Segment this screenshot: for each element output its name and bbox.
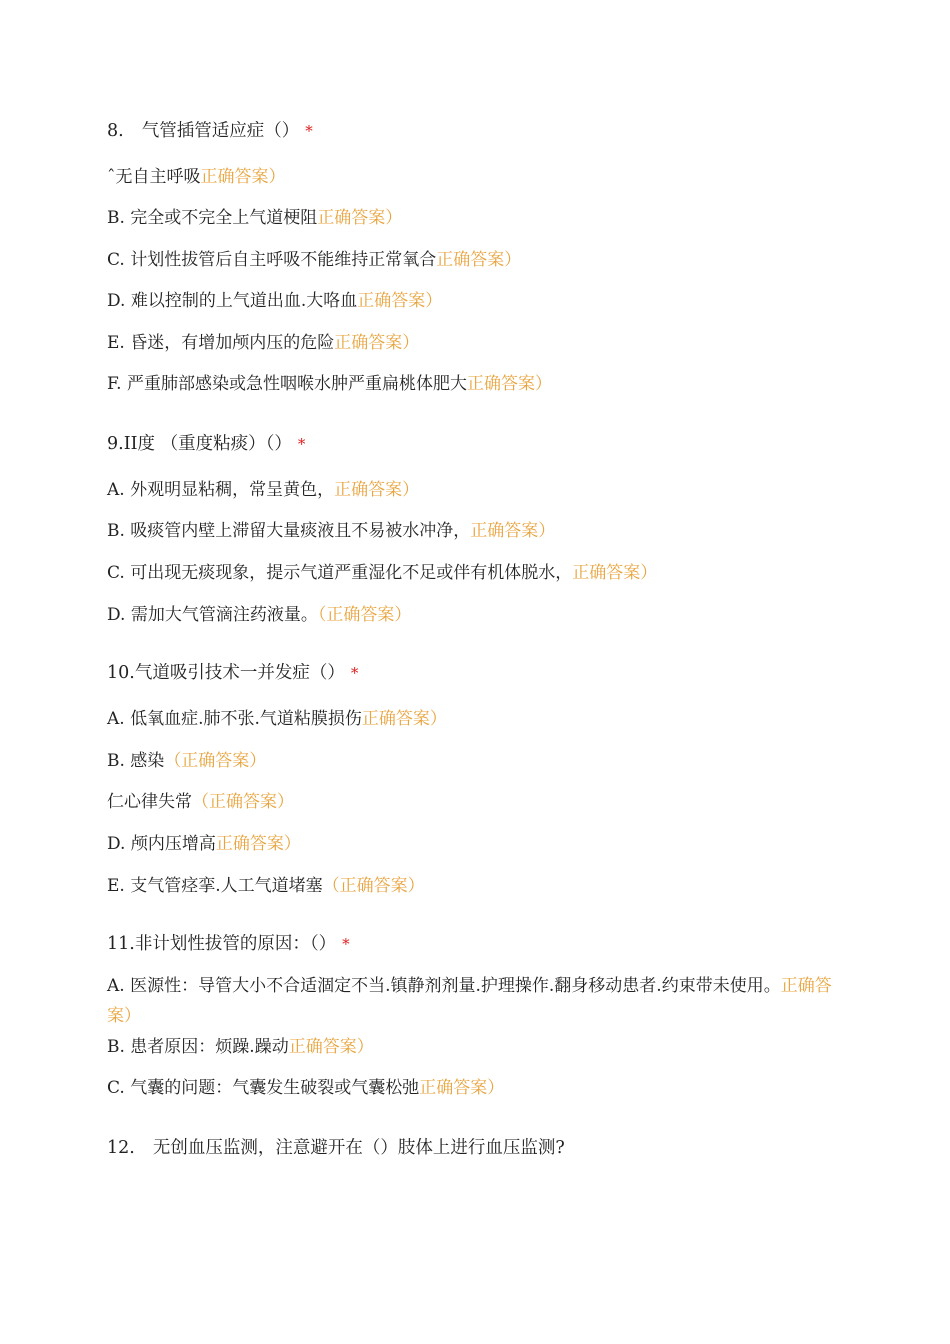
correct-answer-label: （正确答案） bbox=[322, 876, 425, 896]
question-number: 12. bbox=[107, 1138, 135, 1158]
option-8-f[interactable] bbox=[107, 374, 850, 394]
option-8-a[interactable] bbox=[107, 167, 850, 187]
option-10-b[interactable] bbox=[107, 751, 850, 771]
question-number: 9. bbox=[107, 434, 124, 454]
option-8-b[interactable] bbox=[107, 208, 850, 228]
question-10 bbox=[107, 663, 850, 683]
correct-answer-label: （正确答案） bbox=[192, 792, 294, 812]
correct-answer-label: 正确答案） bbox=[334, 480, 420, 500]
required-mark: * bbox=[342, 935, 350, 953]
correct-answer-label: 正确答案） bbox=[357, 291, 443, 311]
question-text: 无创血压监测，注意避开在（）肢体上进行血压监测? bbox=[152, 1138, 565, 1158]
correct-answer-label: （正确答案） bbox=[164, 751, 267, 771]
correct-answer-label: 正确答案） bbox=[334, 333, 420, 353]
question-9 bbox=[107, 434, 850, 454]
required-mark: * bbox=[305, 122, 313, 140]
correct-answer-label: 正确答案） bbox=[288, 1037, 374, 1057]
option-text: E. 支气管痉挛.人工气道堵塞 bbox=[107, 876, 323, 896]
option-text: C. 计划性拔管后自主呼吸不能维持正常氧合 bbox=[107, 250, 437, 270]
option-text: D. 颅内压增高 bbox=[107, 834, 216, 854]
option-text: A. 外观明显粘稠，常呈黄色， bbox=[107, 480, 335, 500]
option-text: B. 吸痰管内壁上滞留大量痰液且不易被水冲净， bbox=[107, 521, 471, 541]
option-9-c[interactable] bbox=[107, 563, 850, 583]
option-11-a[interactable] bbox=[107, 971, 832, 1031]
correct-answer-label: 正确答案） bbox=[572, 563, 658, 583]
question-number: 8. bbox=[107, 121, 124, 141]
question-text: II度 （重度粘痰）（） bbox=[123, 434, 292, 454]
correct-answer-label: 正确答案） bbox=[107, 976, 832, 1026]
option-text: D. 难以控制的上气道出血.大咯血 bbox=[107, 291, 358, 311]
correct-answer-label: 正确答案） bbox=[200, 167, 286, 187]
option-8-d[interactable] bbox=[107, 291, 850, 311]
option-9-a[interactable] bbox=[107, 480, 850, 500]
option-text: C. 气囊的问题：气囊发生破裂或气囊松弛 bbox=[107, 1078, 420, 1098]
question-text: 气管插管适应症（） bbox=[141, 121, 300, 141]
option-text: 仁心律失常 bbox=[107, 792, 192, 812]
option-9-b[interactable] bbox=[107, 521, 850, 541]
option-8-c[interactable] bbox=[107, 250, 850, 270]
correct-answer-label: 正确答案） bbox=[470, 521, 556, 541]
question-text: 气道吸引技术一并发症（） bbox=[134, 663, 345, 683]
correct-answer-label: 正确答案） bbox=[361, 709, 447, 729]
option-text: F. 严重肺部感染或急性咽喉水肿严重扁桃体肥大 bbox=[107, 374, 467, 394]
option-10-e[interactable] bbox=[107, 876, 850, 896]
correct-answer-label: （正确答案） bbox=[317, 605, 412, 625]
option-10-d[interactable] bbox=[107, 834, 850, 854]
question-number: 10. bbox=[107, 663, 135, 683]
option-11-b[interactable] bbox=[107, 1037, 850, 1057]
option-text: C. 可出现无痰现象，提示气道严重湿化不足或伴有机体脱水， bbox=[107, 563, 573, 583]
option-text: ˆ无自主呼吸 bbox=[107, 167, 201, 187]
option-text: A. 医源性：导管大小不合适涸定不当.镇静剂剂量.护理操作.翻身移动患者.约束带未使用。 bbox=[107, 976, 781, 996]
correct-answer-label: 正确答案） bbox=[419, 1078, 505, 1098]
correct-answer-label: 正确答案） bbox=[215, 834, 301, 854]
option-text: B. 完全或不完全上气道梗阻 bbox=[107, 208, 318, 228]
question-12 bbox=[107, 1138, 850, 1158]
question-8 bbox=[107, 121, 850, 141]
option-10-a[interactable] bbox=[107, 709, 850, 729]
option-10-c[interactable] bbox=[107, 792, 850, 812]
option-text: D. 需加大气管滴注药液量。 bbox=[107, 605, 318, 625]
correct-answer-label: 正确答案） bbox=[317, 208, 403, 228]
required-mark: * bbox=[350, 664, 359, 682]
question-number: 11. bbox=[107, 934, 135, 954]
option-text: B. 患者原因：烦躁.躁动 bbox=[107, 1037, 289, 1057]
option-8-e[interactable] bbox=[107, 333, 850, 353]
option-text: A. 低氧血症.肺不张.气道粘膜损伤 bbox=[107, 709, 362, 729]
correct-answer-label: 正确答案） bbox=[436, 250, 522, 270]
correct-answer-label: 正确答案） bbox=[466, 374, 552, 394]
option-text: E. 昏迷，有增加颅内压的危险 bbox=[107, 333, 335, 353]
option-9-d[interactable] bbox=[107, 605, 850, 625]
option-11-c[interactable] bbox=[107, 1078, 850, 1098]
option-text: B. 感染 bbox=[107, 751, 165, 771]
question-11 bbox=[107, 934, 850, 954]
required-mark: * bbox=[297, 435, 306, 453]
question-text: 非计划性拔管的原因：（） bbox=[134, 934, 337, 954]
